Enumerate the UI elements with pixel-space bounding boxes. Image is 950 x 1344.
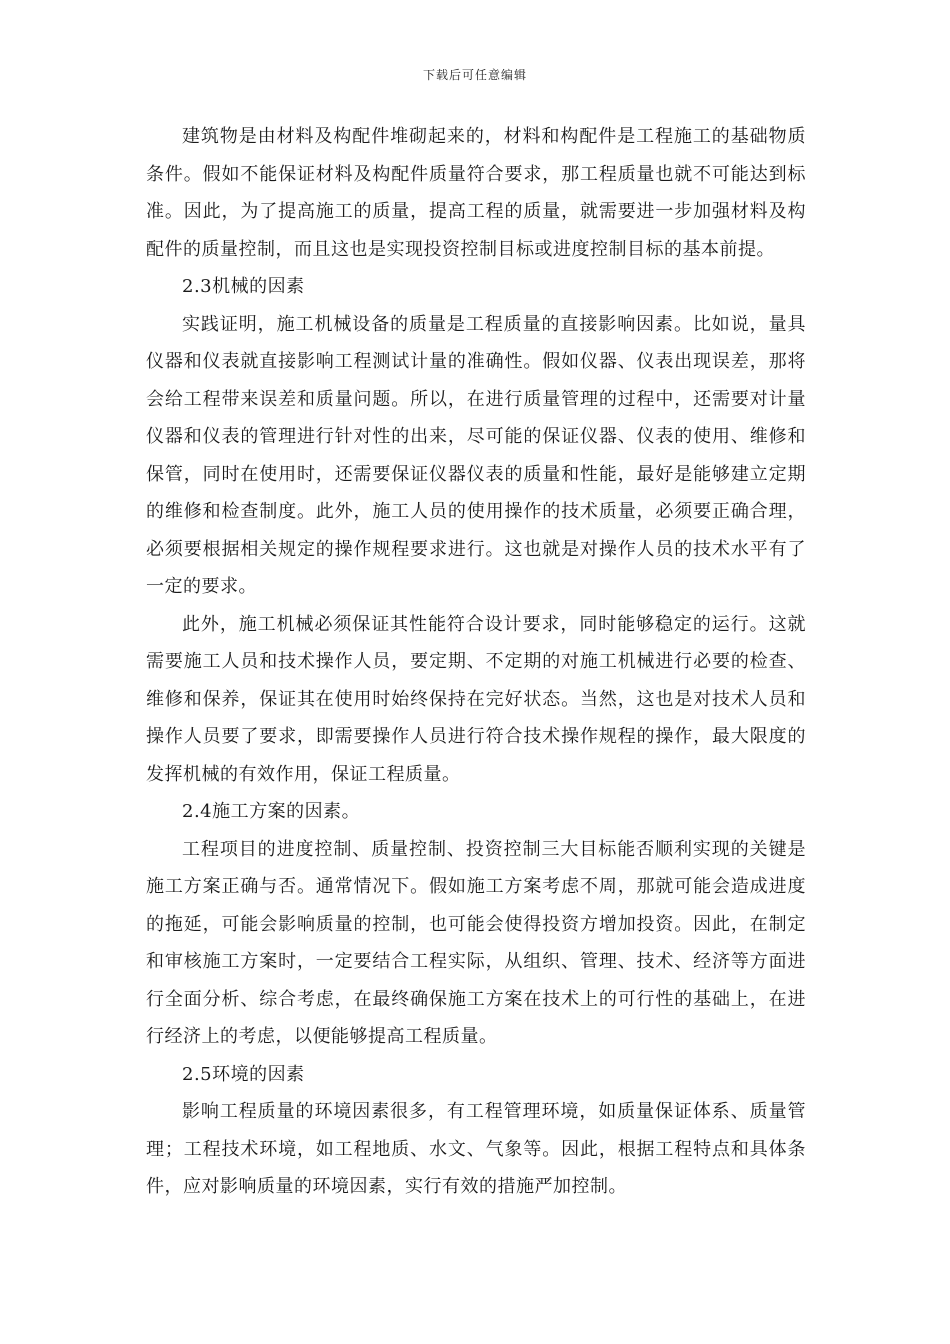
paragraph-machinery-instruments: 实践证明，施工机械设备的质量是工程质量的直接影响因素。比如说，量具仪器和仪表就直接影响工程测试计量的准确性。假如仪器、仪表出现误差，那将会给工程带来误差和质量问题。所以，在进行质量管理的过程中，还需要对计量仪器和仪表的管理进行针对性的出来，尽可能的保证仪器、仪表的使用、维修和保管，同时在使用时，还需要保证仪器仪表的质量和性能，最好是能够建立定期的维修和检查制度。此外，施工人员的使用操作的技术质量，必须要正确合理，必须要根据相关规定的操作规程要求进行。这也就是对操作人员的技术水平有了一定的要求。 bbox=[146, 313, 806, 597]
section-heading-environment: 2.5环境的因素 bbox=[182, 1063, 305, 1085]
document-body bbox=[146, 118, 806, 1206]
paragraph-environment: 影响工程质量的环境因素很多，有工程管理环境，如质量保证体系、质量管理；工程技术环境，如工程地质、水文、气象等。因此，根据工程特点和具体条件，应对影响质量的环境因素，实行有效的措施严加控制。 bbox=[146, 1101, 806, 1197]
page-header: 下载后可任意编辑 bbox=[422, 68, 527, 82]
paragraph-materials: 建筑物是由材料及构配件堆砌起来的，材料和构配件是工程施工的基础物质条件。假如不能保证材料及构配件质量符合要求，那工程质量也就不可能达到标准。因此，为了提高施工的质量，提高工程的质量，就需要进一步加强材料及构配件的质量控制，而且这也是实现投资控制目标或进度控制目标的基本前提。 bbox=[146, 126, 806, 260]
paragraph-machinery-maintenance: 此外，施工机械必须保证其性能符合设计要求，同时能够稳定的运行。这就需要施工人员和技术操作人员，要定期、不定期的对施工机械进行必要的检查、维修和保养，保证其在使用时始终保持在完好状态。当然，这也是对技术人员和操作人员要了要求，即需要操作人员进行符合技术操作规程的操作，最大限度的发挥机械的有效作用，保证工程质量。 bbox=[146, 613, 806, 785]
section-heading-machinery: 2.3机械的因素 bbox=[182, 276, 305, 297]
section-heading-construction-plan: 2.4施工方案的因素。 bbox=[182, 801, 361, 822]
paragraph-construction-plan: 工程项目的进度控制、质量控制、投资控制三大目标能否顺利实现的关键是施工方案正确与否。通常情况下。假如施工方案考虑不周，那就可能会造成进度的拖延，可能会影响质量的控制，也可能会使得投资方增加投资。因此，在制定和审核施工方案时，一定要结合工程实际，从组织、管理、技术、经济等方面进行全面分析、综合考虑，在最终确保施工方案在技术上的可行性的基础上，在进行经济上的考虑，以便能够提高工程质量。 bbox=[146, 838, 806, 1047]
